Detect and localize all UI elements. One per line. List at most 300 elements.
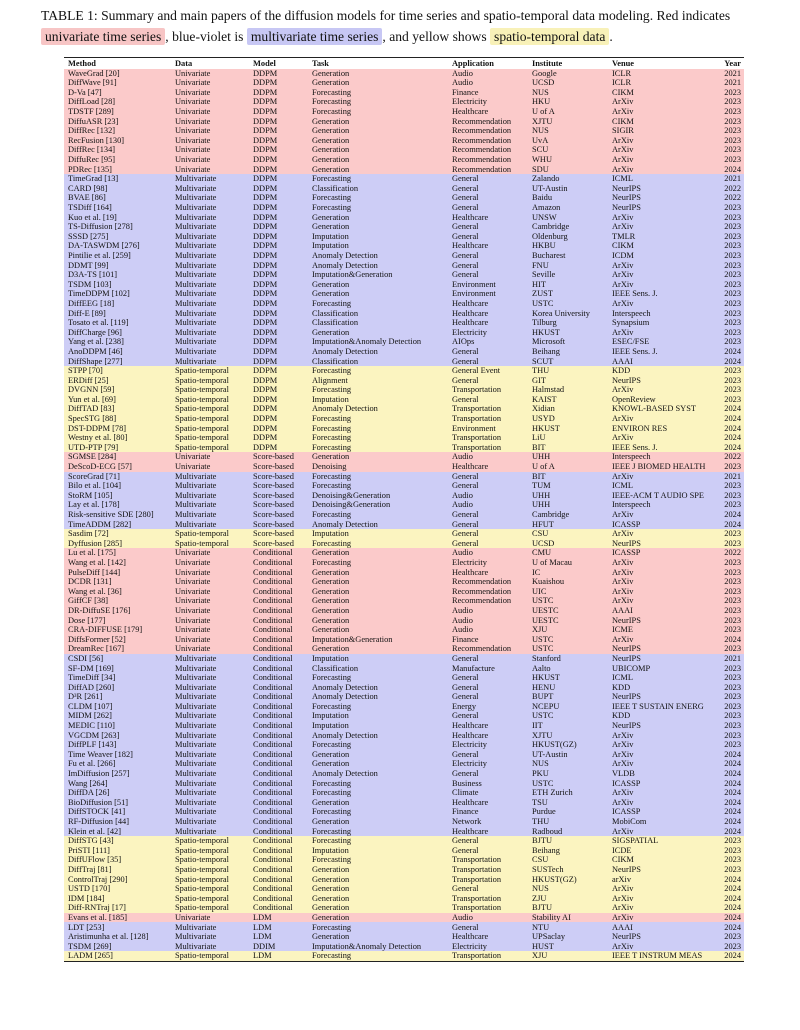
cell-institute: CSU [528, 855, 608, 865]
cell-method: CRA-DIFFUSE [179] [64, 625, 171, 635]
cell-method: WaveGrad [20] [64, 69, 171, 79]
cell-task: Generation [308, 625, 448, 635]
cell-data: Multivariate [171, 213, 249, 223]
cell-application: Healthcare [448, 731, 528, 741]
cell-institute: WHU [528, 155, 608, 165]
cell-venue: KDD [608, 366, 712, 376]
cell-venue: ICLR [608, 78, 712, 88]
cell-venue: NeurIPS [608, 932, 712, 942]
cell-method: TSDM [103] [64, 280, 171, 290]
cell-institute: THU [528, 366, 608, 376]
cell-venue: ArXiv [608, 788, 712, 798]
table-row [64, 759, 744, 769]
cell-task: Forecasting [308, 807, 448, 817]
table-row [64, 299, 744, 309]
cell-venue: IEEE T INSTRUM MEAS [608, 951, 712, 961]
cell-model: Score-based [249, 510, 308, 520]
cell-method: Westny et al. [80] [64, 433, 171, 443]
cell-institute: UT-Austin [528, 750, 608, 760]
cell-venue: ArXiv [608, 913, 712, 923]
cell-data: Multivariate [171, 299, 249, 309]
cell-year: 2023 [712, 289, 744, 299]
cell-method: DiffShape [277] [64, 356, 171, 366]
cell-method: Dose [177] [64, 615, 171, 625]
cell-task: Forecasting [308, 203, 448, 213]
cell-venue: IEEE J BIOMED HEALTH [608, 462, 712, 472]
cell-data: Multivariate [171, 251, 249, 261]
cell-venue: OpenReview [608, 395, 712, 405]
table-row [64, 520, 744, 530]
cell-data: Univariate [171, 635, 249, 645]
cell-year: 2023 [712, 241, 744, 251]
cell-data: Univariate [171, 913, 249, 923]
cell-venue: ArXiv [608, 750, 712, 760]
cell-venue: ArXiv [608, 740, 712, 750]
cell-model: Score-based [249, 472, 308, 482]
cell-venue: Interspeech [608, 308, 712, 318]
cell-venue: ArXiv [608, 155, 712, 165]
cell-method: DiffuRec [95] [64, 155, 171, 165]
table-row [64, 932, 744, 942]
cell-year: 2024 [712, 827, 744, 837]
cell-year: 2024 [712, 759, 744, 769]
cell-application: General [448, 692, 528, 702]
cell-venue: ICASSP [608, 548, 712, 558]
cell-institute: UPSaclay [528, 932, 608, 942]
cell-venue: ArXiv [608, 798, 712, 808]
cell-data: Multivariate [171, 788, 249, 798]
cell-institute: Seville [528, 270, 608, 280]
cell-model: Conditional [249, 606, 308, 616]
cell-application: Business [448, 779, 528, 789]
cell-model: Conditional [249, 596, 308, 606]
cell-institute: ZJU [528, 894, 608, 904]
table-row [64, 779, 744, 789]
table-row [64, 951, 744, 961]
cell-model: DDPM [249, 165, 308, 175]
cell-application: General [448, 395, 528, 405]
cell-method: DiffCharge [96] [64, 328, 171, 338]
cell-application: Recommendation [448, 145, 528, 155]
cell-application: General [448, 654, 528, 664]
cell-task: Imputation&Anomaly Detection [308, 942, 448, 952]
cell-venue: IEEE-ACM T AUDIO SPE [608, 491, 712, 501]
cell-year: 2023 [712, 558, 744, 568]
cell-year: 2023 [712, 385, 744, 395]
cell-method: Yun et al. [69] [64, 395, 171, 405]
caption-mid: , blue-violet is [165, 29, 244, 44]
cell-task: Forecasting [308, 922, 448, 932]
cell-model: LDM [249, 951, 308, 961]
cell-venue: ArXiv [608, 145, 712, 155]
cell-year: 2024 [712, 347, 744, 357]
caption-end: . [609, 29, 613, 44]
cell-year: 2023 [712, 376, 744, 386]
cell-model: Conditional [249, 769, 308, 779]
cell-data: Multivariate [171, 807, 249, 817]
cell-institute: THU [528, 817, 608, 827]
cell-application: Environment [448, 424, 528, 434]
cell-venue: IEEE Sens. J. [608, 443, 712, 453]
cell-model: DDPM [249, 433, 308, 443]
table-row [64, 232, 744, 242]
cell-model: Conditional [249, 779, 308, 789]
header-institute: Institute [532, 59, 563, 69]
cell-year: 2024 [712, 884, 744, 894]
header-model: Model [253, 59, 276, 69]
cell-data: Spatio-temporal [171, 529, 249, 539]
cell-method: Dyffusion [285] [64, 539, 171, 549]
cell-year: 2021 [712, 78, 744, 88]
cell-institute: Xidian [528, 404, 608, 414]
cell-task: Classification [308, 184, 448, 194]
cell-data: Multivariate [171, 673, 249, 683]
cell-method: ScoreGrad [71] [64, 472, 171, 482]
table-row [64, 673, 744, 683]
cell-method: ControlTraj [290] [64, 874, 171, 884]
cell-year: 2023 [712, 481, 744, 491]
cell-data: Univariate [171, 625, 249, 635]
cell-institute: Microsoft [528, 337, 608, 347]
cell-model: DDPM [249, 136, 308, 146]
cell-venue: ArXiv [608, 635, 712, 645]
cell-method: D-Va [47] [64, 88, 171, 98]
cell-venue: ICML [608, 174, 712, 184]
cell-task: Imputation [308, 529, 448, 539]
table-row [64, 587, 744, 597]
cell-venue: AAAI [608, 356, 712, 366]
cell-task: Generation [308, 328, 448, 338]
cell-model: DDPM [249, 308, 308, 318]
cell-model: Conditional [249, 827, 308, 837]
cell-method: TSDM [269] [64, 942, 171, 952]
cell-institute: Amazon [528, 203, 608, 213]
table-row [64, 260, 744, 270]
header-year: Year [724, 59, 741, 69]
cell-task: Generation [308, 884, 448, 894]
cell-data: Multivariate [171, 280, 249, 290]
cell-institute: U of Macau [528, 558, 608, 568]
cell-task: Generation [308, 615, 448, 625]
cell-year: 2023 [712, 731, 744, 741]
cell-model: LDM [249, 932, 308, 942]
cell-application: Transportation [448, 865, 528, 875]
cell-model: Score-based [249, 491, 308, 501]
table-row [64, 577, 744, 587]
cell-venue: ICASSP [608, 807, 712, 817]
cell-application: Audio [448, 69, 528, 79]
table-row [64, 165, 744, 175]
cell-model: DDPM [249, 424, 308, 434]
table-row [64, 395, 744, 405]
cell-method: DeScoD-ECG [57] [64, 462, 171, 472]
cell-institute: UvA [528, 136, 608, 146]
cell-data: Spatio-temporal [171, 884, 249, 894]
cell-institute: SCUT [528, 356, 608, 366]
table-row [64, 69, 744, 79]
table-row [64, 615, 744, 625]
cell-year: 2023 [712, 88, 744, 98]
cell-year: 2023 [712, 97, 744, 107]
cell-institute: ETH Zurich [528, 788, 608, 798]
cell-application: Energy [448, 702, 528, 712]
cell-year: 2023 [712, 615, 744, 625]
cell-venue: ICML [608, 481, 712, 491]
cell-institute: Google [528, 69, 608, 79]
cell-method: Diff-RNTraj [17] [64, 903, 171, 913]
cell-method: DiffTAD [83] [64, 404, 171, 414]
cell-method: TDSTF [289] [64, 107, 171, 117]
table-row [64, 769, 744, 779]
cell-institute: USTC [528, 711, 608, 721]
cell-method: Pintilie et al. [259] [64, 251, 171, 261]
cell-method: LADM [265] [64, 951, 171, 961]
cell-method: Lay et al. [178] [64, 500, 171, 510]
cell-model: LDM [249, 922, 308, 932]
cell-year: 2024 [712, 807, 744, 817]
cell-data: Multivariate [171, 491, 249, 501]
cell-data: Multivariate [171, 308, 249, 318]
cell-year: 2022 [712, 193, 744, 203]
cell-year: 2024 [712, 874, 744, 884]
cell-data: Spatio-temporal [171, 855, 249, 865]
cell-data: Univariate [171, 165, 249, 175]
cell-data: Univariate [171, 78, 249, 88]
cell-application: Recommendation [448, 117, 528, 127]
cell-task: Generation [308, 596, 448, 606]
cell-application: Finance [448, 88, 528, 98]
cell-institute: Kuaishou [528, 577, 608, 587]
cell-data: Multivariate [171, 692, 249, 702]
cell-application: Transportation [448, 951, 528, 961]
cell-venue: SIGIR [608, 126, 712, 136]
cell-task: Generation [308, 817, 448, 827]
cell-institute: UIC [528, 587, 608, 597]
cell-institute: UESTC [528, 615, 608, 625]
cell-model: Conditional [249, 798, 308, 808]
cell-application: Healthcare [448, 241, 528, 251]
table-bottom-rule [64, 961, 744, 962]
cell-year: 2023 [712, 625, 744, 635]
cell-task: Forecasting [308, 174, 448, 184]
cell-task: Forecasting [308, 107, 448, 117]
cell-model: DDPM [249, 376, 308, 386]
table-row [64, 318, 744, 328]
cell-application: Network [448, 817, 528, 827]
cell-model: Conditional [249, 903, 308, 913]
cell-data: Spatio-temporal [171, 903, 249, 913]
cell-model: DDPM [249, 328, 308, 338]
cell-data: Multivariate [171, 472, 249, 482]
table-row [64, 452, 744, 462]
cell-model: Score-based [249, 520, 308, 530]
cell-year: 2024 [712, 520, 744, 530]
cell-venue: ArXiv [608, 222, 712, 232]
cell-model: Conditional [249, 663, 308, 673]
cell-method: DR-DiffuSE [176] [64, 606, 171, 616]
cell-task: Generation [308, 213, 448, 223]
cell-application: General [448, 846, 528, 856]
cell-application: Electricity [448, 558, 528, 568]
cell-task: Imputation [308, 711, 448, 721]
cell-model: Conditional [249, 587, 308, 597]
cell-method: Kuo et al. [19] [64, 213, 171, 223]
cell-method: DiffUFlow [35] [64, 855, 171, 865]
table-row [64, 184, 744, 194]
table-row [64, 462, 744, 472]
cell-year: 2024 [712, 779, 744, 789]
cell-task: Forecasting [308, 472, 448, 482]
cell-data: Univariate [171, 452, 249, 462]
cell-venue: ArXiv [608, 299, 712, 309]
cell-method: DreamRec [167] [64, 644, 171, 654]
cell-year: 2021 [712, 654, 744, 664]
cell-venue: ArXiv [608, 414, 712, 424]
cell-year: 2023 [712, 232, 744, 242]
cell-method: DiffuASR [23] [64, 117, 171, 127]
cell-venue: KNOWL-BASED SYST [608, 404, 712, 414]
cell-venue: arXiv [608, 874, 712, 884]
cell-model: DDPM [249, 126, 308, 136]
cell-method: DiffWave [91] [64, 78, 171, 88]
header-data: Data [175, 59, 193, 69]
legend-multivariate: multivariate time series [247, 28, 383, 45]
cell-data: Multivariate [171, 769, 249, 779]
cell-method: GiffCF [38] [64, 596, 171, 606]
cell-year: 2023 [712, 500, 744, 510]
cell-method: TimeDDPM [102] [64, 289, 171, 299]
cell-institute: HIT [528, 280, 608, 290]
caption-lead: TABLE 1: Summary and main papers of the diffusion models for time series and spatio-temporal data modeling. Red indicates [41, 8, 731, 23]
cell-task: Generation [308, 136, 448, 146]
cell-task: Generation [308, 165, 448, 175]
cell-data: Multivariate [171, 827, 249, 837]
cell-application: Transportation [448, 385, 528, 395]
cell-method: TS-Diffusion [278] [64, 222, 171, 232]
cell-task: Forecasting [308, 855, 448, 865]
cell-application: General [448, 356, 528, 366]
cell-task: Anomaly Detection [308, 683, 448, 693]
table-row [64, 117, 744, 127]
cell-institute: Oldenburg [528, 232, 608, 242]
cell-model: Score-based [249, 529, 308, 539]
cell-year: 2023 [712, 587, 744, 597]
cell-venue: ICME [608, 625, 712, 635]
cell-application: Transportation [448, 855, 528, 865]
table-row [64, 740, 744, 750]
cell-year: 2023 [712, 529, 744, 539]
cell-institute: HUST [528, 942, 608, 952]
cell-data: Univariate [171, 88, 249, 98]
table-row [64, 155, 744, 165]
cell-application: General Event [448, 366, 528, 376]
cell-institute: NTU [528, 922, 608, 932]
cell-venue: ArXiv [608, 165, 712, 175]
cell-year: 2023 [712, 395, 744, 405]
cell-data: Multivariate [171, 260, 249, 270]
cell-application: Recommendation [448, 126, 528, 136]
table-row [64, 711, 744, 721]
cell-model: Conditional [249, 884, 308, 894]
cell-venue: ICASSP [608, 779, 712, 789]
cell-venue: ArXiv [608, 894, 712, 904]
cell-method: RecFusion [130] [64, 136, 171, 146]
table-row [64, 798, 744, 808]
cell-institute: NUS [528, 884, 608, 894]
cell-data: Univariate [171, 136, 249, 146]
cell-data: Univariate [171, 567, 249, 577]
cell-institute: BJTU [528, 903, 608, 913]
cell-year: 2024 [712, 922, 744, 932]
cell-application: Electricity [448, 759, 528, 769]
cell-task: Forecasting [308, 481, 448, 491]
table-row [64, 654, 744, 664]
cell-application: Healthcare [448, 107, 528, 117]
cell-data: Spatio-temporal [171, 836, 249, 846]
cell-institute: Purdue [528, 807, 608, 817]
cell-model: DDPM [249, 88, 308, 98]
cell-data: Multivariate [171, 328, 249, 338]
cell-method: Wang [264] [64, 779, 171, 789]
cell-application: Transportation [448, 894, 528, 904]
cell-model: DDIM [249, 942, 308, 952]
cell-venue: ArXiv [608, 731, 712, 741]
cell-application: General [448, 174, 528, 184]
cell-institute: NCEPU [528, 702, 608, 712]
cell-application: Audio [448, 500, 528, 510]
cell-data: Univariate [171, 615, 249, 625]
cell-model: Score-based [249, 452, 308, 462]
cell-data: Spatio-temporal [171, 443, 249, 453]
cell-application: Finance [448, 807, 528, 817]
cell-institute: UCSD [528, 539, 608, 549]
cell-method: VGCDM [263] [64, 731, 171, 741]
table-caption [41, 5, 771, 47]
cell-task: Forecasting [308, 414, 448, 424]
cell-institute: HKUST [528, 673, 608, 683]
cell-task: Classification [308, 663, 448, 673]
cell-model: DDPM [249, 299, 308, 309]
table-row [64, 903, 744, 913]
cell-data: Multivariate [171, 932, 249, 942]
cell-model: Conditional [249, 615, 308, 625]
cell-venue: ArXiv [608, 107, 712, 117]
cell-application: Electricity [448, 942, 528, 952]
table-row [64, 308, 744, 318]
cell-venue: MobiCom [608, 817, 712, 827]
table-row [64, 884, 744, 894]
cell-task: Forecasting [308, 385, 448, 395]
cell-model: DDPM [249, 145, 308, 155]
cell-institute: USYD [528, 414, 608, 424]
cell-task: Generation [308, 759, 448, 769]
cell-model: Conditional [249, 865, 308, 875]
table-row [64, 366, 744, 376]
cell-year: 2024 [712, 951, 744, 961]
cell-method: StoRM [105] [64, 491, 171, 501]
cell-data: Multivariate [171, 654, 249, 664]
cell-model: DDPM [249, 270, 308, 280]
cell-application: General [448, 673, 528, 683]
cell-model: DDPM [249, 69, 308, 79]
cell-task: Anomaly Detection [308, 520, 448, 530]
cell-model: Conditional [249, 740, 308, 750]
table-row [64, 721, 744, 731]
cell-institute: ZUST [528, 289, 608, 299]
table-row [64, 855, 744, 865]
cell-institute: HKU [528, 97, 608, 107]
cell-venue: ArXiv [608, 942, 712, 952]
